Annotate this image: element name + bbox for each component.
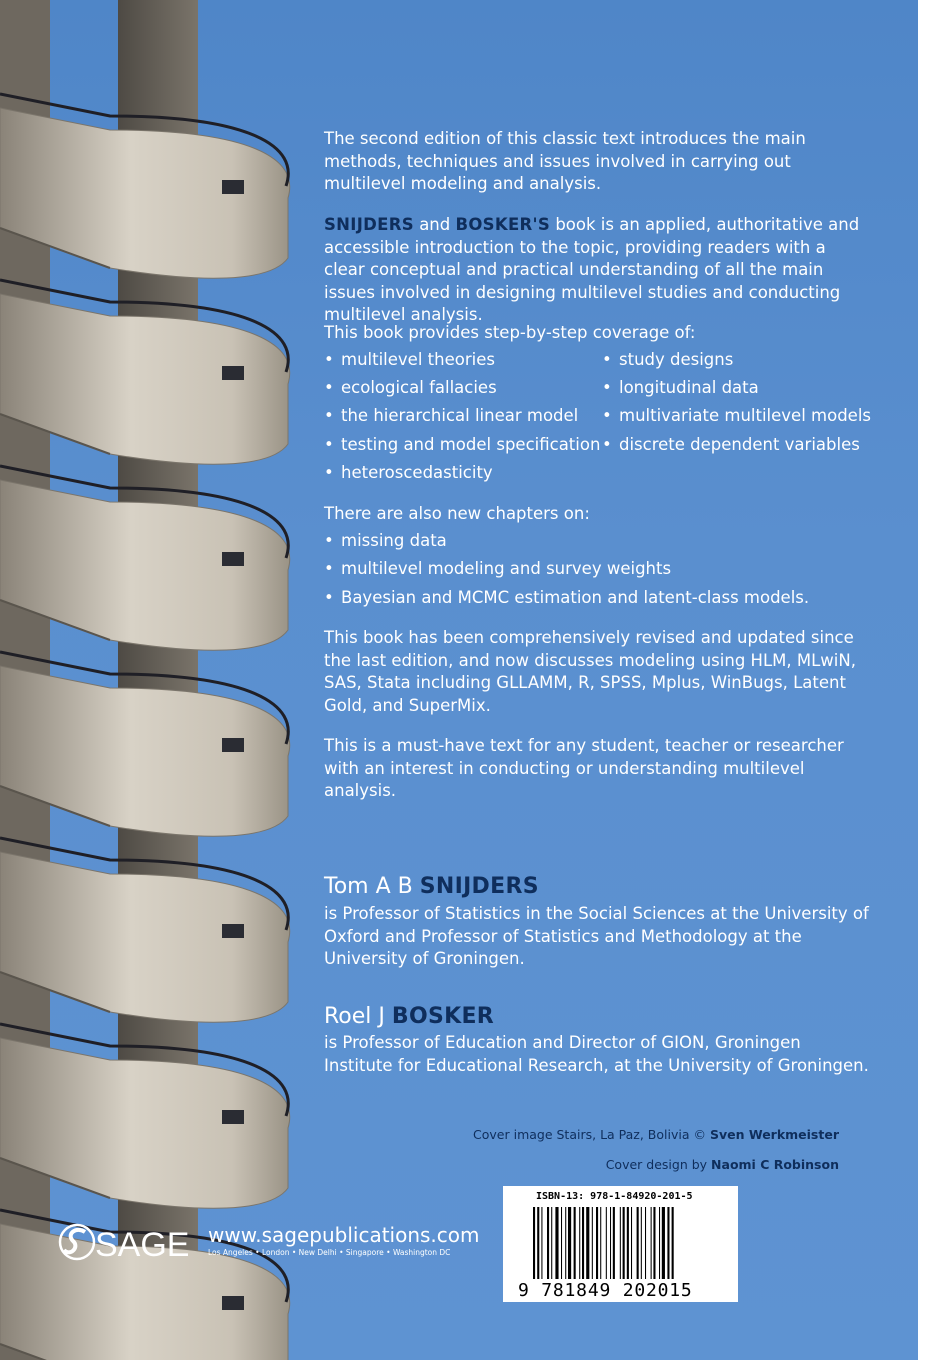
author-name-bosker: Roel J BOSKER <box>324 1004 495 1029</box>
author-name-snijders: Tom A B SNIJDERS <box>324 874 539 899</box>
barcode-bar <box>637 1207 639 1279</box>
coverage-item: • heteroscedasticity <box>324 463 493 482</box>
barcode <box>533 1207 711 1279</box>
authors-paragraph: SNIJDERS and BOSKER'S book is an applied, authoritative and accessible introduction to the topic, providing readers with a clear conceptual and practical understanding of all the main issues involved in designing multilevel studies and conducting multilevel analysis. <box>324 215 860 325</box>
publisher-cities: Los Angeles • London • New Delhi • Singapore • Washington DC <box>208 1248 451 1257</box>
barcode-bar <box>613 1207 615 1279</box>
isbn-barcode-box <box>503 1186 738 1302</box>
barcode-bar <box>592 1207 593 1279</box>
barcode-bar <box>541 1207 542 1279</box>
barcode-bar <box>574 1207 576 1279</box>
stairs-photo <box>0 0 300 1360</box>
new-chapter-item: • multilevel modeling and survey weights <box>324 559 672 578</box>
coverage-item: • ecological fallacies <box>324 378 497 397</box>
barcode-bar <box>561 1207 562 1279</box>
stair-opening <box>222 552 244 566</box>
barcode-bar <box>645 1207 646 1279</box>
barcode-bar <box>610 1207 611 1279</box>
author-highlight-bosker: BOSKER'S <box>455 215 551 234</box>
barcode-bar <box>586 1207 589 1279</box>
stair-opening <box>222 180 244 194</box>
barcode-bar <box>662 1207 665 1279</box>
author-bio-snijders: is Professor of Statistics in the Social Sciences at the University of Oxford and Professor of Statistics and Methodology at the University of Groningen. <box>324 904 869 969</box>
coverage-item: • the hierarchical linear model <box>324 406 579 425</box>
barcode-bar <box>606 1207 607 1279</box>
intro-paragraph: The second edition of this classic text introduces the main methods, techniques and issues involved in carrying out multilevel modeling and analysis. <box>324 129 806 194</box>
barcode-bar <box>659 1207 660 1279</box>
coverage-item: • testing and model specification <box>324 435 601 454</box>
barcode-bar <box>555 1207 558 1279</box>
coverage-item: • discrete dependent variables <box>602 435 860 454</box>
coverage-lead: This book provides step-by-step coverage of: <box>324 323 696 342</box>
barcode-bar <box>672 1207 674 1279</box>
stair-opening <box>222 1110 244 1124</box>
barcode-bar <box>641 1207 642 1279</box>
coverage-item: • multilevel theories <box>324 350 495 369</box>
barcode-bar <box>631 1207 632 1279</box>
barcode-bar <box>653 1207 655 1279</box>
sage-logo <box>58 1222 198 1264</box>
isbn-digits: 9 781849 202015 <box>518 1280 693 1301</box>
isbn-label: ISBN-13: 978-1-84920-201-5 <box>536 1191 693 1202</box>
author-bio-bosker: is Professor of Education and Director of GION, Groningen Institute for Educational Research, at the University of Groningen. <box>324 1033 869 1075</box>
barcode-bar <box>565 1207 566 1279</box>
author-highlight-snijders: SNIJDERS <box>324 215 414 234</box>
coverage-item: • longitudinal data <box>602 378 759 397</box>
cover-design-credit: Cover design by Naomi C Robinson <box>605 1157 839 1172</box>
barcode-bar <box>547 1207 549 1279</box>
barcode-bar <box>582 1207 584 1279</box>
barcode-bar <box>533 1207 535 1279</box>
barcode-bar <box>620 1207 621 1279</box>
barcode-bar <box>651 1207 652 1279</box>
stair-opening <box>222 366 244 380</box>
barcode-bar <box>600 1207 601 1279</box>
must-have-paragraph: This is a must-have text for any student, teacher or researcher with an interest in conducting or understanding multilevel analysis. <box>324 736 844 801</box>
barcode-bar <box>623 1207 625 1279</box>
barcode-bar <box>537 1207 539 1279</box>
publisher-url[interactable]: www.sagepublications.com <box>208 1223 480 1247</box>
stair-opening <box>222 738 244 752</box>
coverage-item: • multivariate multilevel models <box>602 406 872 425</box>
new-chapter-item: • Bayesian and MCMC estimation and latent-class models. <box>324 588 810 607</box>
new-chapters-lead: There are also new chapters on: <box>324 504 590 523</box>
stair-opening <box>222 1296 244 1310</box>
barcode-bar <box>579 1207 580 1279</box>
barcode-bar <box>551 1207 552 1279</box>
stair-opening <box>222 924 244 938</box>
cover-image-credit: Cover image Stairs, La Paz, Bolivia © Sven Werkmeister <box>473 1127 839 1142</box>
revised-paragraph: This book has been comprehensively revised and updated since the last edition, and now discusses modeling using HLM, MLwiN, SAS, Stata including GLLAMM, R, SPSS, Mplus, WinBugs, Latent Gold, and SuperMix. <box>324 628 856 715</box>
barcode-bar <box>596 1207 598 1279</box>
coverage-item: • study designs <box>602 350 734 369</box>
barcode-bar <box>667 1207 669 1279</box>
barcode-bar <box>568 1207 571 1279</box>
barcode-bar <box>627 1207 629 1279</box>
new-chapter-item: • missing data <box>324 531 447 550</box>
svg-text:SAGE: SAGE <box>95 1226 190 1264</box>
